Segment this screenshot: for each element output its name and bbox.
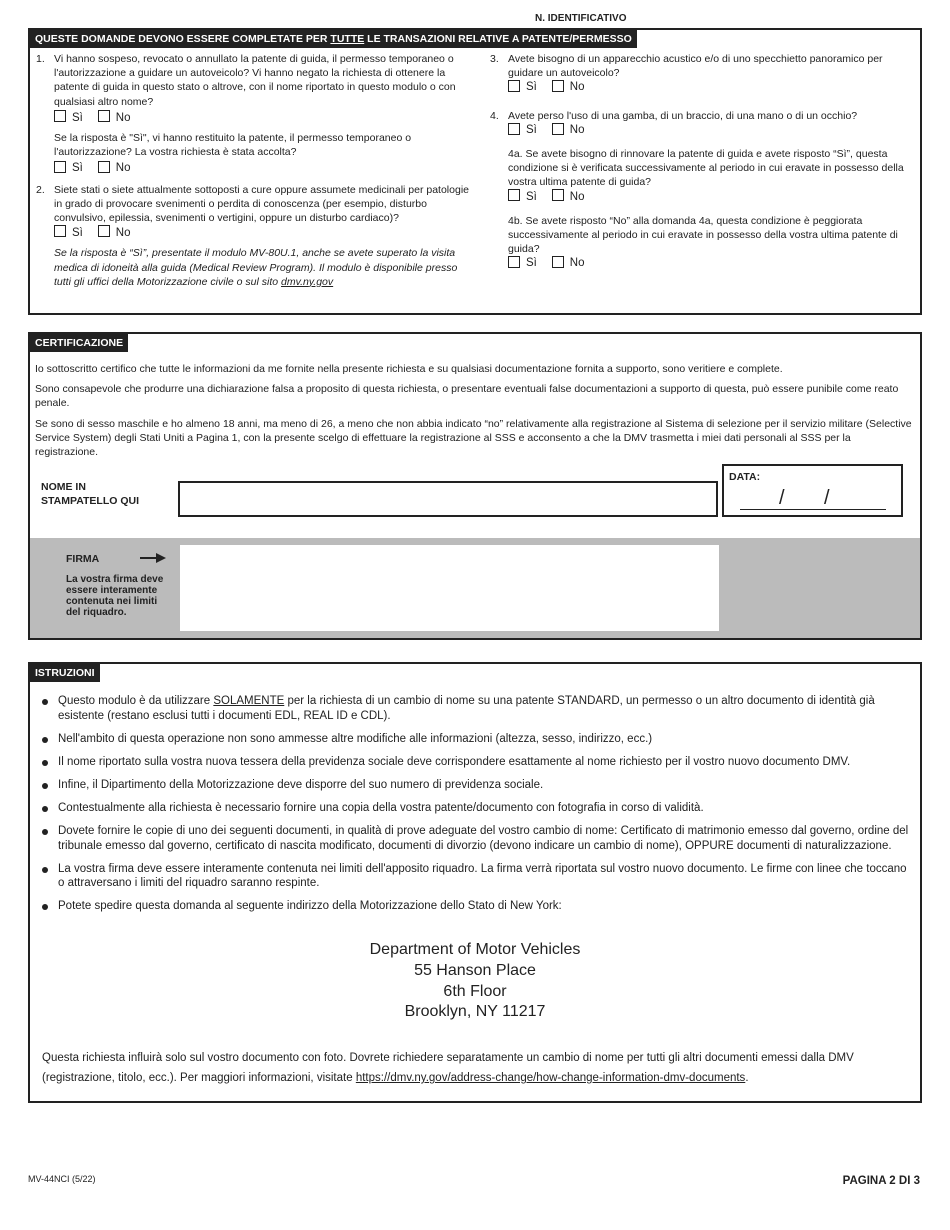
question-3-text: Avete bisogno di un apparecchio acustico e/o di uno specchietto panoramico per guidare un autoveicolo? <box>508 53 883 80</box>
q4-no-checkbox[interactable] <box>552 123 585 139</box>
instruction-item <box>40 824 916 854</box>
q2-yes-label: Sì <box>72 226 83 239</box>
instruction-item <box>40 862 916 892</box>
address-line-2: 55 Hanson Place <box>414 961 536 979</box>
page-number: PAGINA 2 DI 3 <box>842 1175 920 1187</box>
cert-paragraph-3: Se sono di sesso maschile e ho almeno 18 anni, ma meno di 26, a meno che non abbia indicato “no” relativamente alla registrazione al Sistema di selezione per il servizio militare (Selective Service System) degli Stati Uniti a Pagina 1, con la presente scelgo di effettuare la registrazione al SSS e acconsento a che la DMV trasmetta i miei dati personali al SSS per la registrazione. <box>35 417 912 458</box>
question-4a-text: 4a. Se avete bisogno di rinnovare la patente di guida e avete risposto “Sì”, questa condizione si è verificata successivamente al periodo in cui eravate in possesso della vostra ultima patente di guida? <box>508 148 904 189</box>
instruction-8: Potete spedire questa domanda al seguente indirizzo della Motorizzazione dello Stato di New York: <box>58 900 562 913</box>
date-label: DATA: <box>729 471 761 483</box>
bullet-icon <box>42 829 48 835</box>
q1-yes-checkbox[interactable] <box>54 111 83 127</box>
checkbox-square <box>98 161 110 173</box>
q1-sub-no-checkbox[interactable] <box>98 161 131 177</box>
question-4-number: 4. <box>490 110 499 122</box>
bullet-icon <box>42 737 48 743</box>
date-underline <box>740 509 886 510</box>
certification-header: CERTIFICAZIONE <box>30 334 128 352</box>
q4b-no-label: No <box>569 257 585 270</box>
q1-no-label: No <box>115 111 131 124</box>
q3-yes-label: Sì <box>526 81 537 94</box>
checkbox-square <box>54 110 66 122</box>
date-separator-2: / <box>824 487 830 509</box>
address-line-4: Brooklyn, NY 11217 <box>404 1003 546 1021</box>
bullet-icon <box>42 867 48 873</box>
instruction-item <box>40 732 916 747</box>
instruction-item <box>40 755 916 770</box>
question-2-note <box>54 246 476 289</box>
id-number-label: N. IDENTIFICATIVO <box>535 13 627 24</box>
certification-section <box>28 332 922 640</box>
instruction-item <box>40 778 916 793</box>
questions-header-pre: QUESTE DOMANDE DEVONO ESSERE COMPLETATE PER <box>35 33 331 45</box>
instruction-1-pre: Questo modulo è da utilizzare <box>58 695 214 707</box>
bullet-icon <box>42 783 48 789</box>
name-label <box>41 481 139 508</box>
checkbox-square <box>508 189 520 201</box>
checkbox-square <box>98 110 110 122</box>
q1-no-checkbox[interactable] <box>98 111 131 127</box>
instruction-2: Nell'ambito di questa operazione non sono ammesse altre modifiche alle informazioni (altezza, sesso, indirizzo, ecc.) <box>58 732 653 745</box>
checkbox-square <box>54 161 66 173</box>
question-1-text: Vi hanno sospeso, revocato o annullato la patente di guida, il permesso temporaneo o l'autorizzazione a guidare un autoveicolo? Vi hanno negato la richiesta di ottenere la patente di guida in questo stato o altrove, con il nome riportato in questo modulo o con qualsiasi altro nome? <box>54 53 456 108</box>
question-4-text: Avete perso l'uso di una gamba, di un braccio, di una mano o di un occhio? <box>508 110 858 122</box>
instructions-footer <box>42 1048 908 1088</box>
question-2-text: Siete stati o siete attualmente sottoposti a cure oppure assumete medicinali per patologie in grado di provocare svenimenti o perdita di conoscenza (per esempio, disturbo convulsivo, epilessia, svenimenti o vertigini, oppure un disturbo cardiaco)? <box>54 184 469 225</box>
footer-note-text: Questa richiesta influirà solo sul vostro documento con foto. Dovrete richiedere separatamente un cambio di nome per tutti gli altri documenti emessi dalla DMV (registrazione, titolo, ecc.). Per maggiori informazioni, visitate <box>42 1052 854 1085</box>
dmv-info-link[interactable]: https://dmv.ny.gov/address-change/how-change-information-dmv-documents <box>355 1072 746 1085</box>
question-2-note-text: Se la risposta è “Sì”, presentate il modulo MV-80U.1, anche se avete superato la visita medica di idoneità alla guida (Medical Review Program). Il modulo è disponibile presso tutti gli uffici della Motorizzazione civile o sul sito <box>54 247 458 288</box>
q4a-yes-checkbox[interactable] <box>508 190 537 206</box>
checkbox-square <box>98 225 110 237</box>
checkbox-square <box>552 189 564 201</box>
question-4b-text: 4b. Se avete risposto “No” alla domanda 4a, questa condizione è peggiorata successivamente al periodo in cui eravate in possesso della vostra ultima patente di guida? <box>508 214 898 255</box>
cert-paragraph-1: Io sottoscritto certifico che tutte le informazioni da me fornite nella presente richiesta e su qualsiasi documentazione fornita a supporto, sono veritiere e complete. <box>35 363 783 375</box>
instruction-5: Contestualmente alla richiesta è necessario fornire una copia della vostra patente/documento con fotografia in corso di validità. <box>58 801 704 814</box>
question-4 <box>490 109 920 274</box>
dmv-link[interactable]: dmv.ny.gov <box>281 275 334 288</box>
checkbox-square <box>508 80 520 92</box>
question-2 <box>36 183 476 289</box>
arrow-right-icon <box>140 553 166 567</box>
q4b-yes-label: Sì <box>526 257 537 270</box>
instruction-4: Infine, il Dipartimento della Motorizzazione deve disporre del suo numero di previdenza sociale. <box>58 778 544 791</box>
question-1-sub: Se la risposta è "Sì", vi hanno restituito la patente, il permesso temporaneo o l'autorizzazione? La vostra richiesta è stata accolta? <box>54 131 412 158</box>
signature-note: La vostra firma deve essere interamente contenuta nei limiti del riquadro. <box>66 574 164 618</box>
checkbox-square <box>54 225 66 237</box>
q2-yes-checkbox[interactable] <box>54 226 83 242</box>
q1-sub-yes-checkbox[interactable] <box>54 161 83 177</box>
q4b-yes-checkbox[interactable] <box>508 256 537 272</box>
checkbox-square <box>552 80 564 92</box>
signature-label: FIRMA <box>66 553 100 565</box>
q4a-yes-label: Sì <box>526 190 537 203</box>
question-2-number: 2. <box>36 184 45 196</box>
bullet-icon <box>42 806 48 812</box>
q4-yes-checkbox[interactable] <box>508 123 537 139</box>
question-3-number: 3. <box>490 53 499 65</box>
address-line-1: Department of Motor Vehicles <box>369 941 581 958</box>
question-3 <box>490 52 920 98</box>
instruction-3: Il nome riportato sulla vostra nuova tessera della previdenza sociale deve corrispondere esattamente al nome richiesto per il vostro nuovo documento DMV. <box>58 755 851 768</box>
question-1 <box>36 52 466 179</box>
instruction-1-underlined: SOLAMENTE <box>213 695 285 707</box>
signature-band <box>30 538 920 638</box>
instruction-item <box>40 801 916 816</box>
bullet-icon <box>42 760 48 766</box>
instruction-1-post: per la richiesta di un cambio di nome su una patente STANDARD, un permesso o un altro documento di identità già esistente (restano esclusi tutti i documenti EDL, REAL ID e CDL). <box>58 695 875 722</box>
instruction-7: La vostra firma deve essere interamente contenuta nei limiti dell'apposito riquadro. La firma verrà riportata sul vostro nuovo documento. Le firme con linee che toccano o attraversano i limiti del riquadro saranno respinte. <box>58 862 907 890</box>
questions-header-post: LE TRANSAZIONI RELATIVE A PATENTE/PERMESSO <box>364 33 632 45</box>
name-label-line-1: NOME IN <box>41 481 86 493</box>
instruction-item <box>40 694 916 724</box>
q4-no-label: No <box>569 124 585 137</box>
q2-no-label: No <box>115 226 131 239</box>
questions-header <box>30 30 637 48</box>
bullet-icon <box>42 904 48 910</box>
instructions-header: ISTRUZIONI <box>30 664 100 682</box>
q1-sub-yes-label: Sì <box>72 161 83 174</box>
q1-yes-label: Sì <box>72 111 83 124</box>
signature-box[interactable] <box>180 545 719 631</box>
questions-section <box>28 28 922 315</box>
q4b-no-checkbox[interactable] <box>552 256 585 272</box>
form-code: MV-44NCI (5/22) <box>28 1174 96 1184</box>
date-field[interactable] <box>722 464 903 517</box>
q4a-no-label: No <box>569 190 585 203</box>
q3-yes-checkbox[interactable] <box>508 80 537 96</box>
instruction-item <box>40 899 916 914</box>
q3-no-checkbox[interactable] <box>552 80 585 96</box>
cert-paragraph-2: Sono consapevole che produrre una dichiarazione falsa a proposito di questa richiesta, o presentare eventuali false documentazioni a supporto di questa, può essere punibile come reato penale. <box>35 383 899 410</box>
questions-header-underlined: TUTTE <box>330 33 365 45</box>
checkbox-square <box>552 256 564 268</box>
checkbox-square <box>508 123 520 135</box>
checkbox-square <box>552 123 564 135</box>
print-name-input[interactable] <box>178 481 718 517</box>
footer-note-end: . <box>745 1072 749 1085</box>
q3-no-label: No <box>569 81 585 94</box>
checkbox-square <box>508 256 520 268</box>
q4a-no-checkbox[interactable] <box>552 190 585 206</box>
bullet-icon <box>42 699 48 705</box>
date-separator-1: / <box>779 487 785 509</box>
q4-yes-label: Sì <box>526 124 537 137</box>
question-1-number: 1. <box>36 53 45 65</box>
instructions-section <box>28 662 922 1103</box>
address-line-3: 6th Floor <box>443 982 507 1000</box>
q2-no-checkbox[interactable] <box>98 226 131 242</box>
name-label-line-2: STAMPATELLO QUI <box>41 494 139 507</box>
instructions-list <box>40 694 916 922</box>
instruction-6: Dovete fornire le copie di uno dei seguenti documenti, in qualità di prove adeguate del vostro cambio di nome: Certificato di matrimonio emesso dal governo, ordine del tribunale emesso dal governo, certificato di nascita modificato, documenti di divorzio (devono indicare un cambio di nome), OPPURE documenti di naturalizzazione. <box>58 824 909 852</box>
mailing-address <box>30 940 920 1023</box>
q1-sub-no-label: No <box>115 161 131 174</box>
